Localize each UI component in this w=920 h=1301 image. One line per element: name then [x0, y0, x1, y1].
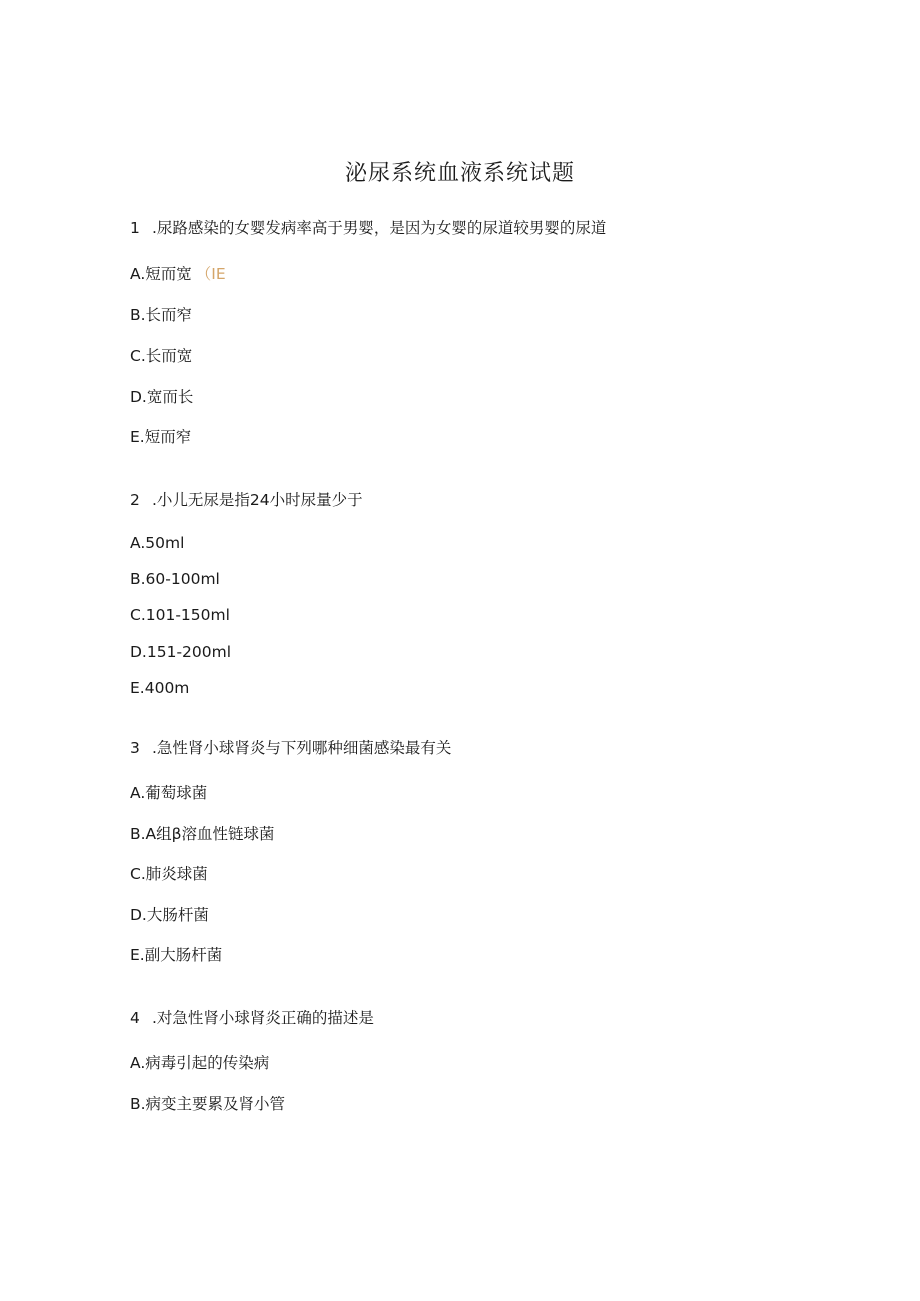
question-number: 2 — [130, 491, 140, 509]
handwritten-annotation: （IE — [195, 265, 226, 283]
page-title: 泌尿系统血液系统试题 — [344, 161, 575, 186]
question-1 — [130, 218, 606, 238]
option-1d: D.宽而长 — [130, 388, 194, 406]
question-number: 4 — [130, 1009, 140, 1027]
option-4b: B.病变主要累及肾小管 — [130, 1095, 286, 1113]
option-4a: A.病毒引起的传染病 — [130, 1054, 270, 1072]
question-2 — [130, 490, 363, 510]
option-3a: A.葡萄球菌 — [130, 784, 208, 802]
question-4 — [130, 1008, 374, 1028]
option-1a — [130, 264, 226, 284]
option-2d: D.151-200ml — [130, 643, 232, 661]
option-3c: C.肺炎球菌 — [130, 865, 208, 883]
option-3e: E.副大肠杆菌 — [130, 946, 223, 964]
question-text: .对急性肾小球肾炎正确的描述是 — [152, 1009, 374, 1027]
option-3d: D.大肠杆菌 — [130, 906, 209, 924]
option-3b: B.A组β溶血性链球菌 — [130, 825, 275, 843]
option-2b: B.60-100ml — [130, 570, 220, 588]
option-2c: C.101-150ml — [130, 606, 230, 624]
question-3 — [130, 738, 451, 758]
option-label: A.短而宽 — [130, 265, 192, 283]
option-1e: E.短而窄 — [130, 428, 192, 446]
question-number: 1 — [130, 219, 140, 237]
question-text: .尿路感染的女婴发病率高于男婴，是因为女婴的尿道较男婴的尿道 — [152, 219, 607, 237]
option-2e: E.400m — [130, 679, 190, 697]
option-2a: A.50ml — [130, 534, 185, 552]
option-1c: C.长而宽 — [130, 347, 193, 365]
question-text: .小儿无尿是指24小时尿量少于 — [152, 491, 363, 509]
option-1b: B.长而窄 — [130, 306, 193, 324]
question-text: .急性肾小球肾炎与下列哪种细菌感染最有关 — [152, 739, 452, 757]
question-number: 3 — [130, 739, 140, 757]
